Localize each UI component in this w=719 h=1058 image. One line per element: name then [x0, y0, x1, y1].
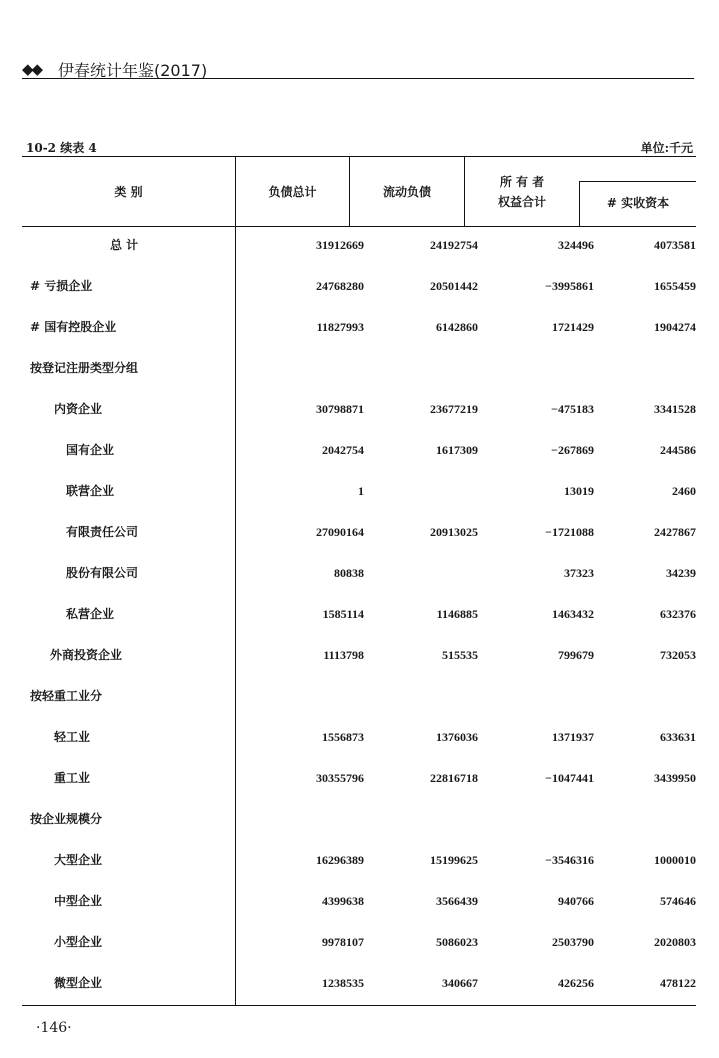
cell-value: 632376	[660, 607, 696, 621]
subheader-rule	[579, 181, 696, 182]
table-row	[22, 768, 696, 788]
book-title: 伊春统计年鉴(2017)	[58, 61, 208, 80]
cell-value: 1904274	[654, 320, 696, 334]
row-label: 私营企业	[66, 607, 115, 621]
cell-value: −267869	[551, 443, 594, 457]
row-label: 有限责任公司	[66, 525, 139, 539]
cell-value: 37323	[564, 566, 594, 580]
cell-value: 15199625	[430, 853, 478, 867]
cell-value: 1146885	[436, 607, 478, 621]
cell-value: 1000010	[654, 853, 696, 867]
table-row	[22, 850, 696, 870]
table-row	[22, 891, 696, 911]
cell-value: 2460	[672, 484, 696, 498]
cell-value: 1556873	[322, 730, 364, 744]
cell-value: 478122	[660, 976, 696, 990]
cell-value: 2020803	[654, 935, 696, 949]
cell-value: 4073581	[654, 238, 696, 252]
cell-value: 30798871	[316, 402, 364, 416]
cell-value: 22816718	[430, 771, 478, 785]
cell-value: 574646	[660, 894, 696, 908]
cell-value: 340667	[442, 976, 478, 990]
column-header-category: 类 别	[114, 185, 143, 199]
cell-value: 23677219	[430, 402, 478, 416]
row-label: 内资企业	[54, 402, 103, 416]
cell-value: 515535	[442, 648, 478, 662]
cell-value: 9978107	[322, 935, 364, 949]
column-header-owners-equity: 权益合计	[497, 195, 546, 209]
row-label: 联营企业	[66, 484, 115, 498]
table-row	[22, 932, 696, 952]
table-row	[22, 358, 696, 378]
cell-value: 16296389	[316, 853, 364, 867]
cell-value: 5086023	[436, 935, 478, 949]
row-label: # 国有控股企业	[30, 320, 117, 334]
cell-value: 1	[358, 484, 364, 498]
row-label: 中型企业	[54, 894, 103, 908]
table-row	[22, 604, 696, 624]
table-top-rule	[22, 156, 696, 157]
row-label: # 亏损企业	[30, 279, 93, 293]
cell-value: 1721429	[552, 320, 594, 334]
table-number: 10-2 续表 4	[26, 141, 97, 155]
table-row	[22, 522, 696, 542]
row-label: 国有企业	[66, 443, 115, 457]
row-label: 微型企业	[54, 976, 103, 990]
row-label: 按轻重工业分	[30, 689, 103, 703]
cell-value: 633631	[660, 730, 696, 744]
header-rule	[22, 78, 694, 79]
unit-label: 单位:千元	[640, 141, 693, 155]
column-header-owners-equity: 所 有 者	[499, 175, 545, 189]
cell-value: −1721088	[545, 525, 594, 539]
cell-value: 799679	[558, 648, 594, 662]
cell-value: 2503790	[552, 935, 594, 949]
cell-value: 1655459	[654, 279, 696, 293]
row-label: 轻工业	[54, 730, 91, 744]
cell-value: 1463432	[552, 607, 594, 621]
cell-value: −3546316	[545, 853, 594, 867]
cell-value: 6142860	[436, 320, 478, 334]
cell-value: 2427867	[654, 525, 696, 539]
table-row	[22, 727, 696, 747]
page-number: ·146·	[36, 1020, 72, 1036]
cell-value: 426256	[558, 976, 594, 990]
table-bottom-rule	[22, 1005, 696, 1006]
cell-value: 1238535	[322, 976, 364, 990]
cell-value: 1371937	[552, 730, 594, 744]
table-row	[22, 973, 696, 993]
cell-value: 4399638	[322, 894, 364, 908]
cell-value: 244586	[660, 443, 696, 457]
table-header-rule	[22, 226, 696, 227]
cell-value: 34239	[666, 566, 696, 580]
cell-value: 20501442	[430, 279, 478, 293]
table-row	[22, 440, 696, 460]
cell-value: 3439950	[654, 771, 696, 785]
cell-value: 1376036	[436, 730, 478, 744]
row-label: 按企业规模分	[30, 812, 103, 826]
table-row	[22, 235, 696, 255]
row-label: 外商投资企业	[50, 648, 123, 662]
cell-value: 324496	[558, 238, 594, 252]
cell-value: 24768280	[316, 279, 364, 293]
cell-value: −3995861	[545, 279, 594, 293]
table-row	[22, 399, 696, 419]
cell-value: 3341528	[654, 402, 696, 416]
table-row	[22, 481, 696, 501]
table-row	[22, 686, 696, 706]
cell-value: 2042754	[322, 443, 364, 457]
cell-value: 1113798	[323, 648, 364, 662]
row-label: 总 计	[110, 238, 139, 252]
cell-value: 31912669	[316, 238, 364, 252]
cell-value: 1617309	[436, 443, 478, 457]
table-row	[22, 317, 696, 337]
table-row	[22, 563, 696, 583]
table-row	[22, 276, 696, 296]
column-header-paid-in-capital: # 实收资本	[606, 196, 670, 210]
cell-value: 1585114	[322, 607, 364, 621]
table-row	[22, 645, 696, 665]
cell-value: 24192754	[430, 238, 478, 252]
cell-value: 11827993	[316, 320, 364, 334]
diamond-marker-icon: ◆◆	[22, 60, 42, 78]
cell-value: 30355796	[316, 771, 364, 785]
cell-value: −1047441	[545, 771, 594, 785]
cell-value: 20913025	[430, 525, 478, 539]
cell-value: 732053	[660, 648, 696, 662]
row-label: 股份有限公司	[66, 566, 139, 580]
column-header-total-liabilities: 负债总计	[268, 185, 317, 199]
row-label: 重工业	[54, 771, 91, 785]
running-header	[22, 58, 694, 80]
cell-value: 3566439	[436, 894, 478, 908]
column-header-current-liabilities: 流动负债	[382, 185, 431, 199]
cell-value: 13019	[564, 484, 594, 498]
row-label: 大型企业	[54, 853, 103, 867]
cell-value: −475183	[551, 402, 594, 416]
table-row	[22, 809, 696, 829]
cell-value: 940766	[558, 894, 594, 908]
row-label: 按登记注册类型分组	[30, 361, 139, 375]
cell-value: 80838	[334, 566, 364, 580]
row-label: 小型企业	[54, 935, 103, 949]
cell-value: 27090164	[316, 525, 364, 539]
